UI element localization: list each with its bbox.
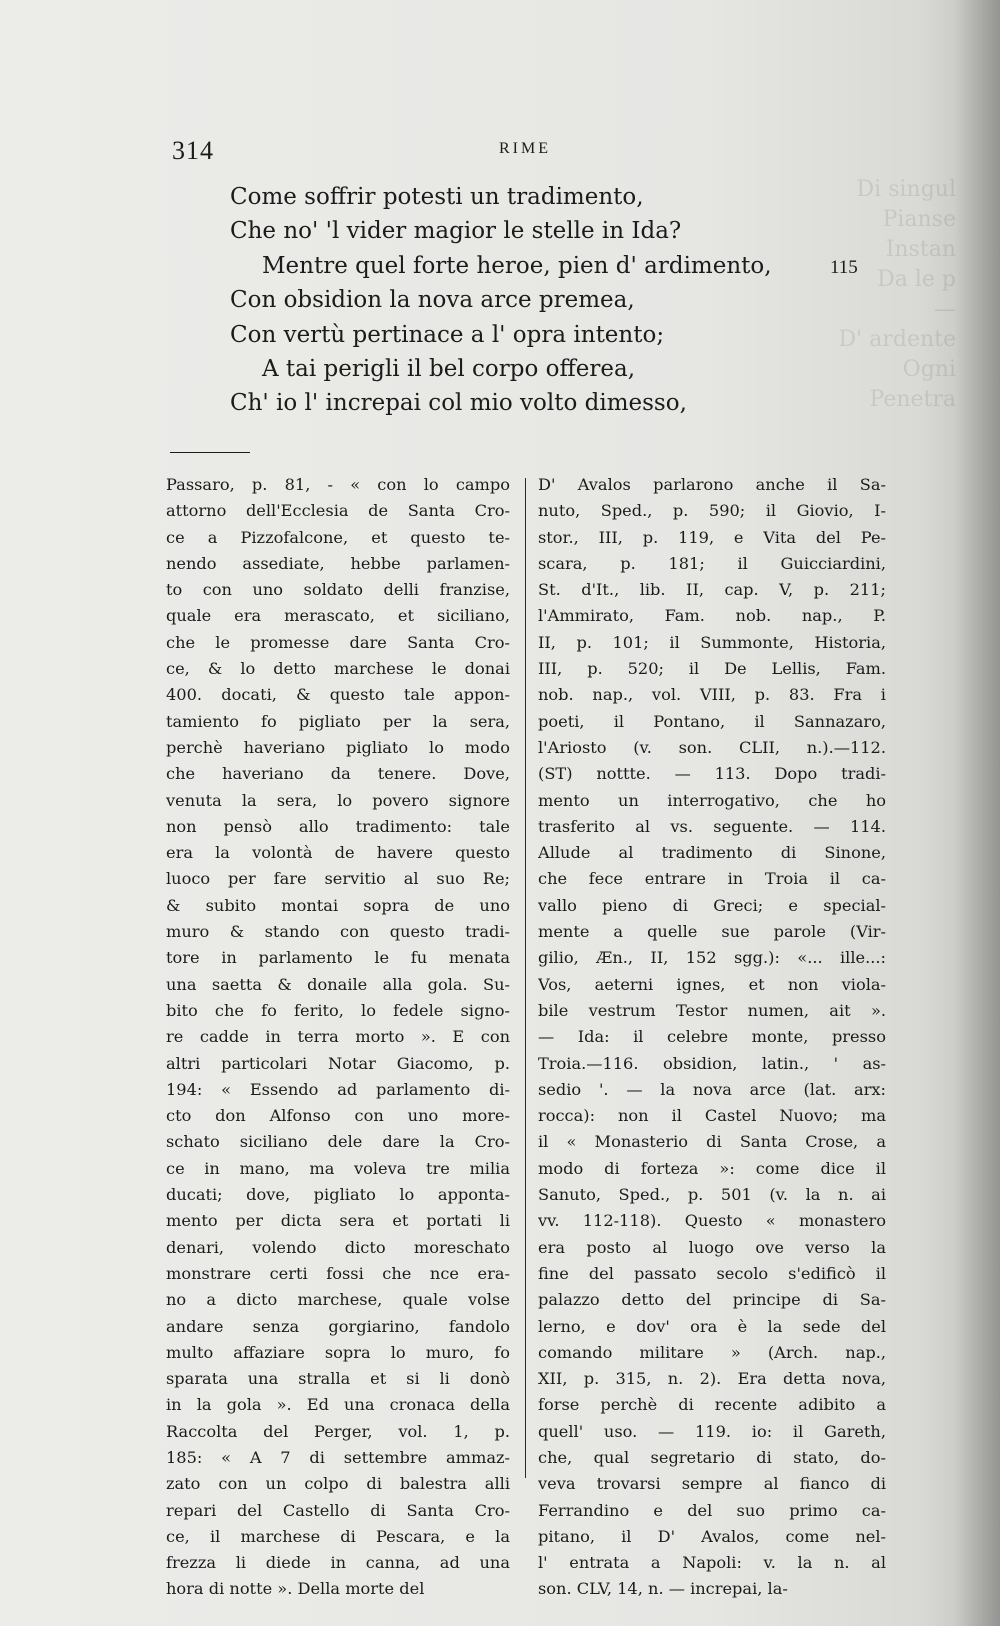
footnote-line: poeti, il Pontano, il Sannazaro, [538, 711, 886, 731]
footnote-line: III, p. 520; il De Lellis, Fam. [538, 659, 886, 679]
footnote-line: schato siciliano dele dare la Cro- [166, 1132, 510, 1152]
footnote-line: Sanuto, Sped., p. 501 (v. la n. ai [538, 1185, 886, 1205]
footnote-line: modo di forteza »: come dice il [538, 1158, 886, 1178]
page-header [172, 136, 878, 166]
footnote-line: scara, p. 181; il Guicciardini, [538, 553, 886, 573]
footnote-column-left [166, 472, 510, 1603]
footnote-line: multo affaziare sopra lo muro, fo [166, 1342, 510, 1362]
footnote-line: ce in mano, ma voleva tre milia [166, 1158, 510, 1178]
footnote-line: pitano, il D' Avalos, come nel- [538, 1526, 886, 1546]
footnote-line: 400. docati, & questo tale appon- [166, 685, 510, 705]
footnote-line: vv. 112-118). Questo « monastero [538, 1211, 886, 1231]
footnote-line: ce, il marchese di Pescara, e la [166, 1526, 510, 1546]
verse-line: Con obsidion la nova arce premea, [230, 287, 635, 314]
footnote-line: nendo assediate, hebbe parlamen- [166, 553, 510, 573]
footnote-line: che fece entrare in Troia il ca- [538, 869, 886, 889]
footnote-line: il « Monasterio di Santa Crose, a [538, 1132, 886, 1152]
footnote-line: luoco per fare servitio al suo Re; [166, 869, 510, 889]
footnote-line: che haveriano da tenere. Dove, [166, 764, 510, 784]
footnote-line: hora di notte ». Della morte del [166, 1579, 425, 1599]
running-title: RIME [499, 140, 551, 157]
bleed-through-text: Di singul Pianse Instan Da le p — D' ardente Ogni Penetra [838, 177, 956, 412]
footnote-line: ce, & lo detto marchese le donai [166, 659, 510, 679]
binding-shadow [954, 0, 1000, 1626]
footnote-line: tamiento fo pigliato per la sera, [166, 711, 510, 731]
footnote-line: quale era merascato, et siciliano, [166, 606, 510, 626]
footnote-line: non pensò allo tradimento: tale [166, 816, 510, 836]
footnote-line: era la volontà de havere questo [166, 843, 510, 863]
footnote-line: repari del Castello di Santa Cro- [166, 1500, 510, 1520]
footnote-line: era posto al luogo ove verso la [538, 1237, 886, 1257]
verse-line: Con vertù pertinace a l' opra intento; [230, 321, 665, 348]
footnote-line: perchè haveriano pigliato lo modo [166, 737, 510, 757]
footnote-line: veva trovarsi sempre al fianco di [538, 1474, 886, 1494]
footnote-line: l' entrata a Napoli: v. la n. al [538, 1553, 886, 1573]
footnote-line: altri particolari Notar Giacomo, p. [166, 1053, 510, 1073]
footnote-line: tore in parlamento le fu menata [166, 948, 510, 968]
verse-line: A tai perigli il bel corpo offerea, [262, 356, 636, 383]
footnote-line: cto don Alfonso con uno more- [166, 1106, 510, 1126]
footnote-line: (ST) nottte. — 113. Dopo tradi- [538, 764, 886, 784]
footnote-line: Ferrandino e del suo primo ca- [538, 1500, 886, 1520]
footnote-line: St. d'It., lib. II, cap. V, p. 211; [538, 580, 886, 600]
footnote-line: denari, volendo dicto moreschato [166, 1237, 510, 1257]
footnote-line: re cadde in terra morto ». E con [166, 1027, 510, 1047]
footnote-line: gilio, Æn., II, 152 sgg.): «... ille...: [538, 948, 886, 968]
footnotes [162, 472, 886, 1599]
verse-line: Che no' 'l vider magior le stelle in Ida? [230, 218, 682, 245]
footnote-line: una saetta & donaile alla gola. Su- [166, 974, 510, 994]
page-number: 314 [172, 136, 214, 165]
footnote-line: nuto, Sped., p. 590; il Giovio, I- [538, 501, 886, 521]
footnote-line: l'Ariosto (v. son. CLII, n.).—112. [538, 737, 886, 757]
footnote-line: che le promesse dare Santa Cro- [166, 632, 510, 652]
footnote-line: forse perchè di recente adibito a [538, 1395, 886, 1415]
footnote-line: son. CLV, 14, n. — increpai, la- [538, 1579, 788, 1599]
footnote-column-right [538, 472, 886, 1603]
footnote-line: Allude al tradimento di Sinone, [538, 843, 886, 863]
footnote-line: D' Avalos parlarono anche il Sa- [538, 475, 886, 494]
footnote-line: — Ida: il celebre monte, presso [538, 1027, 886, 1047]
footnote-line: muro & stando con questo tradi- [166, 922, 510, 942]
footnote-line: to con uno soldato delli franzise, [166, 580, 510, 600]
footnote-line: sedio '. — la nova arce (lat. arx: [538, 1079, 886, 1099]
footnote-line: frezza li diede in canna, ad una [166, 1553, 510, 1573]
footnote-line: quell' uso. — 119. io: il Gareth, [538, 1421, 886, 1441]
footnote-line: & subito montai sopra de uno [166, 895, 510, 915]
verse-stanza [230, 180, 880, 421]
footnote-line: fine del passato secolo s'edificò il [538, 1263, 886, 1283]
footnote-line: palazzo detto del principe di Sa- [538, 1290, 886, 1310]
footnote-line: nob. nap., vol. VIII, p. 83. Fra i [538, 685, 886, 705]
verse-line: Mentre quel forte heroe, pien d' ardimento, 115 [230, 249, 880, 283]
footnote-line: 194: « Essendo ad parlamento di- [166, 1079, 510, 1099]
verse-line: Come soffrir potesti un tradimento, [230, 184, 644, 210]
footnote-line: Vos, aeterni ignes, et non viola- [538, 974, 886, 994]
footnote-line: andare senza gorgiarino, fandolo [166, 1316, 510, 1336]
footnote-line: Passaro, p. 81, - « con lo campo [166, 475, 510, 494]
footnote-line: no a dicto marchese, quale volse [166, 1290, 510, 1310]
footnote-line: in la gola ». Ed una cronaca della [166, 1395, 510, 1415]
footnote-line: vallo pieno di Greci; e special- [538, 895, 886, 915]
footnote-line: mento un interrogativo, che ho [538, 790, 886, 810]
footnote-line: XII, p. 315, n. 2). Era detta nova, [538, 1369, 886, 1389]
footnote-line: attorno dell'Ecclesia de Santa Cro- [166, 501, 510, 521]
footnote-line: 185: « A 7 di settembre ammaz- [166, 1447, 510, 1467]
footnote-line: l'Ammirato, Fam. nob. nap., P. [538, 606, 886, 626]
footnote-line: lerno, e dov' ora è la sede del [538, 1316, 886, 1336]
footnote-line: Troia.—116. obsidion, latin., ' as- [538, 1053, 886, 1073]
footnote-line: ducati; dove, pigliato lo apponta- [166, 1185, 510, 1205]
footnote-line: bito che fo ferito, lo fedele signo- [166, 1000, 510, 1020]
footnote-line: sparata una stralla et si li donò [166, 1369, 510, 1389]
footnote-line: trasferito al vs. seguente. — 114. [538, 816, 886, 836]
footnote-line: mento per dicta sera et portati li [166, 1211, 510, 1231]
footnote-line: II, p. 101; il Summonte, Historia, [538, 632, 886, 652]
footnote-line: bile vestrum Testor numen, ait ». [538, 1000, 886, 1020]
footnote-line: rocca): non il Castel Nuovo; ma [538, 1106, 886, 1126]
footnote-line: stor., III, p. 119, e Vita del Pe- [538, 527, 886, 547]
verse-line: Ch' io l' increpai col mio volto dimesso, [230, 390, 687, 417]
footnote-line: mente a quelle sue parole (Vir- [538, 922, 886, 942]
line-number: 115 [830, 256, 858, 278]
footnote-separator-rule [170, 452, 250, 453]
footnote-line: venuta la sera, lo povero signore [166, 790, 510, 810]
column-divider [525, 478, 526, 1478]
footnote-line: Raccolta del Perger, vol. 1, p. [166, 1421, 510, 1441]
footnote-line: comando militare » (Arch. nap., [538, 1342, 886, 1362]
footnote-line: zato con un colpo di balestra alli [166, 1474, 510, 1494]
footnote-line: monstrare certi fossi che nce era- [166, 1263, 510, 1283]
footnote-line: ce a Pizzofalcone, et questo te- [166, 527, 510, 547]
footnote-line: che, qual segretario di stato, do- [538, 1447, 886, 1467]
